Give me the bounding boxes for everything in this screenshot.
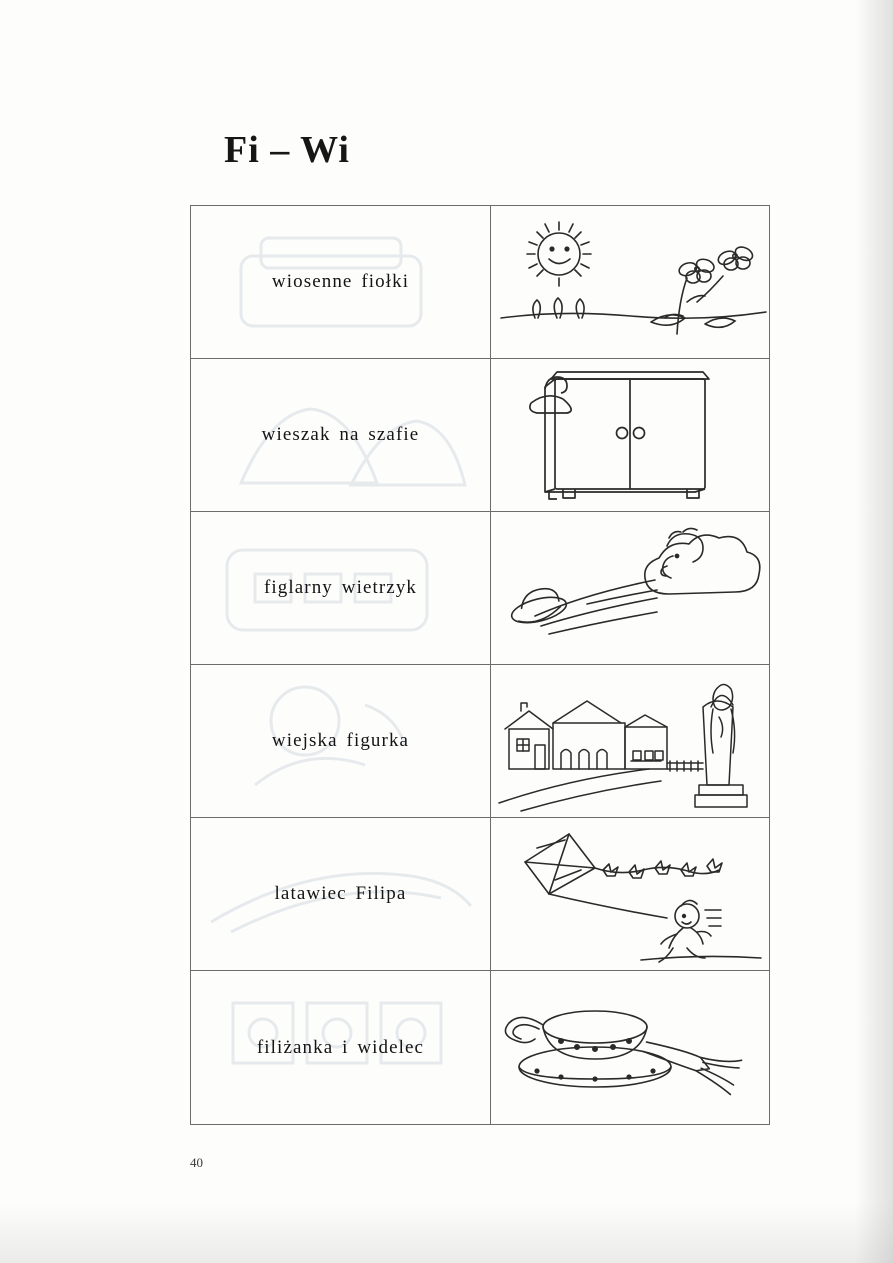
phrase-cell	[191, 665, 491, 817]
phrase-label: filiżanka i widelec	[256, 1036, 425, 1058]
illustration-cell	[491, 665, 769, 817]
table-row	[191, 665, 769, 818]
phrase-cell	[191, 971, 491, 1124]
phrase-label: wiosenne fiołki	[271, 271, 410, 292]
phrase-label: wiejska figurka	[271, 730, 410, 751]
phrase-cell	[191, 206, 491, 358]
phrase-cell	[191, 512, 491, 664]
phrase-label: latawiec Filipa	[274, 883, 407, 904]
table-row	[191, 359, 769, 512]
illustration-cell	[491, 512, 769, 664]
illustration-cell	[491, 206, 769, 358]
illustration-cell	[491, 359, 769, 511]
page-title: Fi – Wi	[224, 129, 350, 171]
page-number: 40	[190, 1155, 203, 1170]
phrase-illustration-table	[190, 205, 770, 1125]
village-houses-and-statue-drawing	[491, 665, 769, 816]
phrase-label: figlarny wietrzyk	[263, 577, 418, 598]
wardrobe-with-hanger-drawing	[491, 359, 769, 510]
phrase-cell	[191, 818, 491, 970]
phrase-cell	[191, 359, 491, 511]
table-row	[191, 818, 769, 971]
table-row	[191, 206, 769, 359]
phrase-label: wieszak na szafie	[261, 424, 420, 445]
illustration-cell	[491, 818, 769, 970]
table-row	[191, 971, 769, 1124]
scan-shadow-right	[855, 0, 893, 1263]
illustration-cell	[491, 971, 769, 1124]
boy-flying-kite-drawing	[491, 818, 769, 969]
cup-and-fork-drawing	[491, 971, 769, 1122]
scan-shadow-bottom	[0, 1203, 893, 1263]
table-row	[191, 512, 769, 665]
wind-cloud-blowing-hat-drawing	[491, 512, 769, 663]
sun-and-violets-drawing	[491, 206, 769, 357]
